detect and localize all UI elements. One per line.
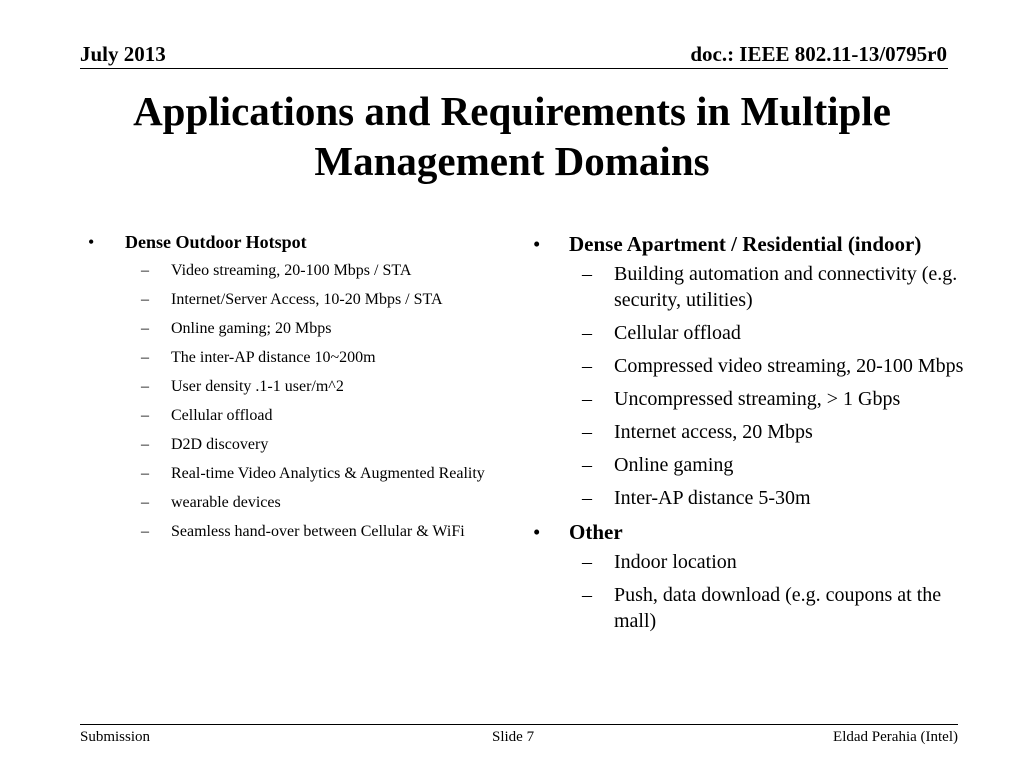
list-item xyxy=(85,491,505,515)
list-item xyxy=(530,261,970,313)
list-item-text: Cellular offload xyxy=(171,407,273,424)
dash-icon: – xyxy=(582,454,592,476)
dash-icon: – xyxy=(141,465,149,482)
list-item-text: Building automation and connectivity (e.g. security, utilities) xyxy=(614,263,958,311)
dash-icon: – xyxy=(141,291,149,308)
right-column xyxy=(530,230,970,641)
list-item xyxy=(530,485,970,511)
list-item xyxy=(530,582,970,634)
slide-title xyxy=(60,86,964,186)
dash-icon: – xyxy=(582,584,592,606)
slide-number: Slide 7 xyxy=(492,729,535,745)
list-item xyxy=(85,462,505,486)
header-date: July 2013 xyxy=(80,42,166,66)
bullet-heading: Other xyxy=(569,520,623,544)
list-item-text: Compressed video streaming, 20-100 Mbps xyxy=(614,355,964,377)
bullet-icon: • xyxy=(533,232,541,256)
list-item xyxy=(85,520,505,544)
list-item-text: Seamless hand-over between Cellular & WiFi xyxy=(171,523,465,540)
list-item-text: Uncompressed streaming, > 1 Gbps xyxy=(614,388,901,410)
bullet-dense-apartment xyxy=(530,230,970,511)
dash-icon: – xyxy=(141,436,149,453)
list-item xyxy=(85,375,505,399)
list-item-text: Online gaming; 20 Mbps xyxy=(171,320,332,337)
dash-icon: – xyxy=(141,523,149,540)
list-item-text: wearable devices xyxy=(171,494,281,511)
footer-divider xyxy=(80,724,958,725)
list-item xyxy=(530,452,970,478)
dash-icon: – xyxy=(582,421,592,443)
list-item xyxy=(530,419,970,445)
left-column xyxy=(85,229,505,549)
list-item xyxy=(85,259,505,283)
list-item-text: Video streaming, 20-100 Mbps / STA xyxy=(171,262,412,279)
sub-list xyxy=(530,549,970,634)
list-item xyxy=(85,346,505,370)
sub-list xyxy=(85,259,505,544)
list-item xyxy=(530,320,970,346)
list-item-text: D2D discovery xyxy=(171,436,269,453)
footer-submission: Submission xyxy=(80,729,151,745)
list-item-text: Push, data download (e.g. coupons at the mall) xyxy=(614,584,942,632)
list-item-text: Internet access, 20 Mbps xyxy=(614,421,813,443)
list-item xyxy=(530,386,970,412)
header-divider xyxy=(80,68,948,69)
list-item xyxy=(85,404,505,428)
list-item xyxy=(85,433,505,457)
list-item-text: Internet/Server Access, 10-20 Mbps / STA xyxy=(171,291,443,308)
dash-icon: – xyxy=(582,551,592,573)
dash-icon: – xyxy=(582,355,592,377)
bullet-heading: Dense Outdoor Hotspot xyxy=(125,232,307,252)
bullet-other xyxy=(530,518,970,634)
bullet-dense-outdoor-hotspot xyxy=(85,229,505,544)
footer-author: Eldad Perahia (Intel) xyxy=(833,729,958,745)
slide-title-line-1: Applications and Requirements in Multiple xyxy=(133,88,891,134)
dash-icon: – xyxy=(141,320,149,337)
dash-icon: – xyxy=(141,378,149,395)
bullet-icon: • xyxy=(88,232,95,252)
list-item xyxy=(85,288,505,312)
list-item xyxy=(530,549,970,575)
list-item-text: Inter-AP distance 5-30m xyxy=(614,487,811,509)
list-item-text: Indoor location xyxy=(614,551,737,573)
dash-icon: – xyxy=(141,407,149,424)
list-item xyxy=(530,353,970,379)
bullet-icon: • xyxy=(533,520,541,544)
sub-list xyxy=(530,261,970,511)
dash-icon: – xyxy=(141,349,149,366)
dash-icon: – xyxy=(141,262,149,279)
dash-icon: – xyxy=(582,487,592,509)
dash-icon: – xyxy=(582,388,592,410)
list-item xyxy=(85,317,505,341)
dash-icon: – xyxy=(582,322,592,344)
slide-title-line-2: Management Domains xyxy=(314,138,710,184)
list-item-text: The inter-AP distance 10~200m xyxy=(171,349,376,366)
list-item-text: User density .1-1 user/m^2 xyxy=(171,378,344,395)
document-id: doc.: IEEE 802.11-13/0795r0 xyxy=(690,42,947,66)
list-item-text: Cellular offload xyxy=(614,322,741,344)
list-item-text: Online gaming xyxy=(614,454,734,476)
list-item-text: Real-time Video Analytics & Augmented Reality xyxy=(171,465,485,482)
dash-icon: – xyxy=(141,494,149,511)
bullet-heading: Dense Apartment / Residential (indoor) xyxy=(569,232,922,256)
dash-icon: – xyxy=(582,263,592,285)
